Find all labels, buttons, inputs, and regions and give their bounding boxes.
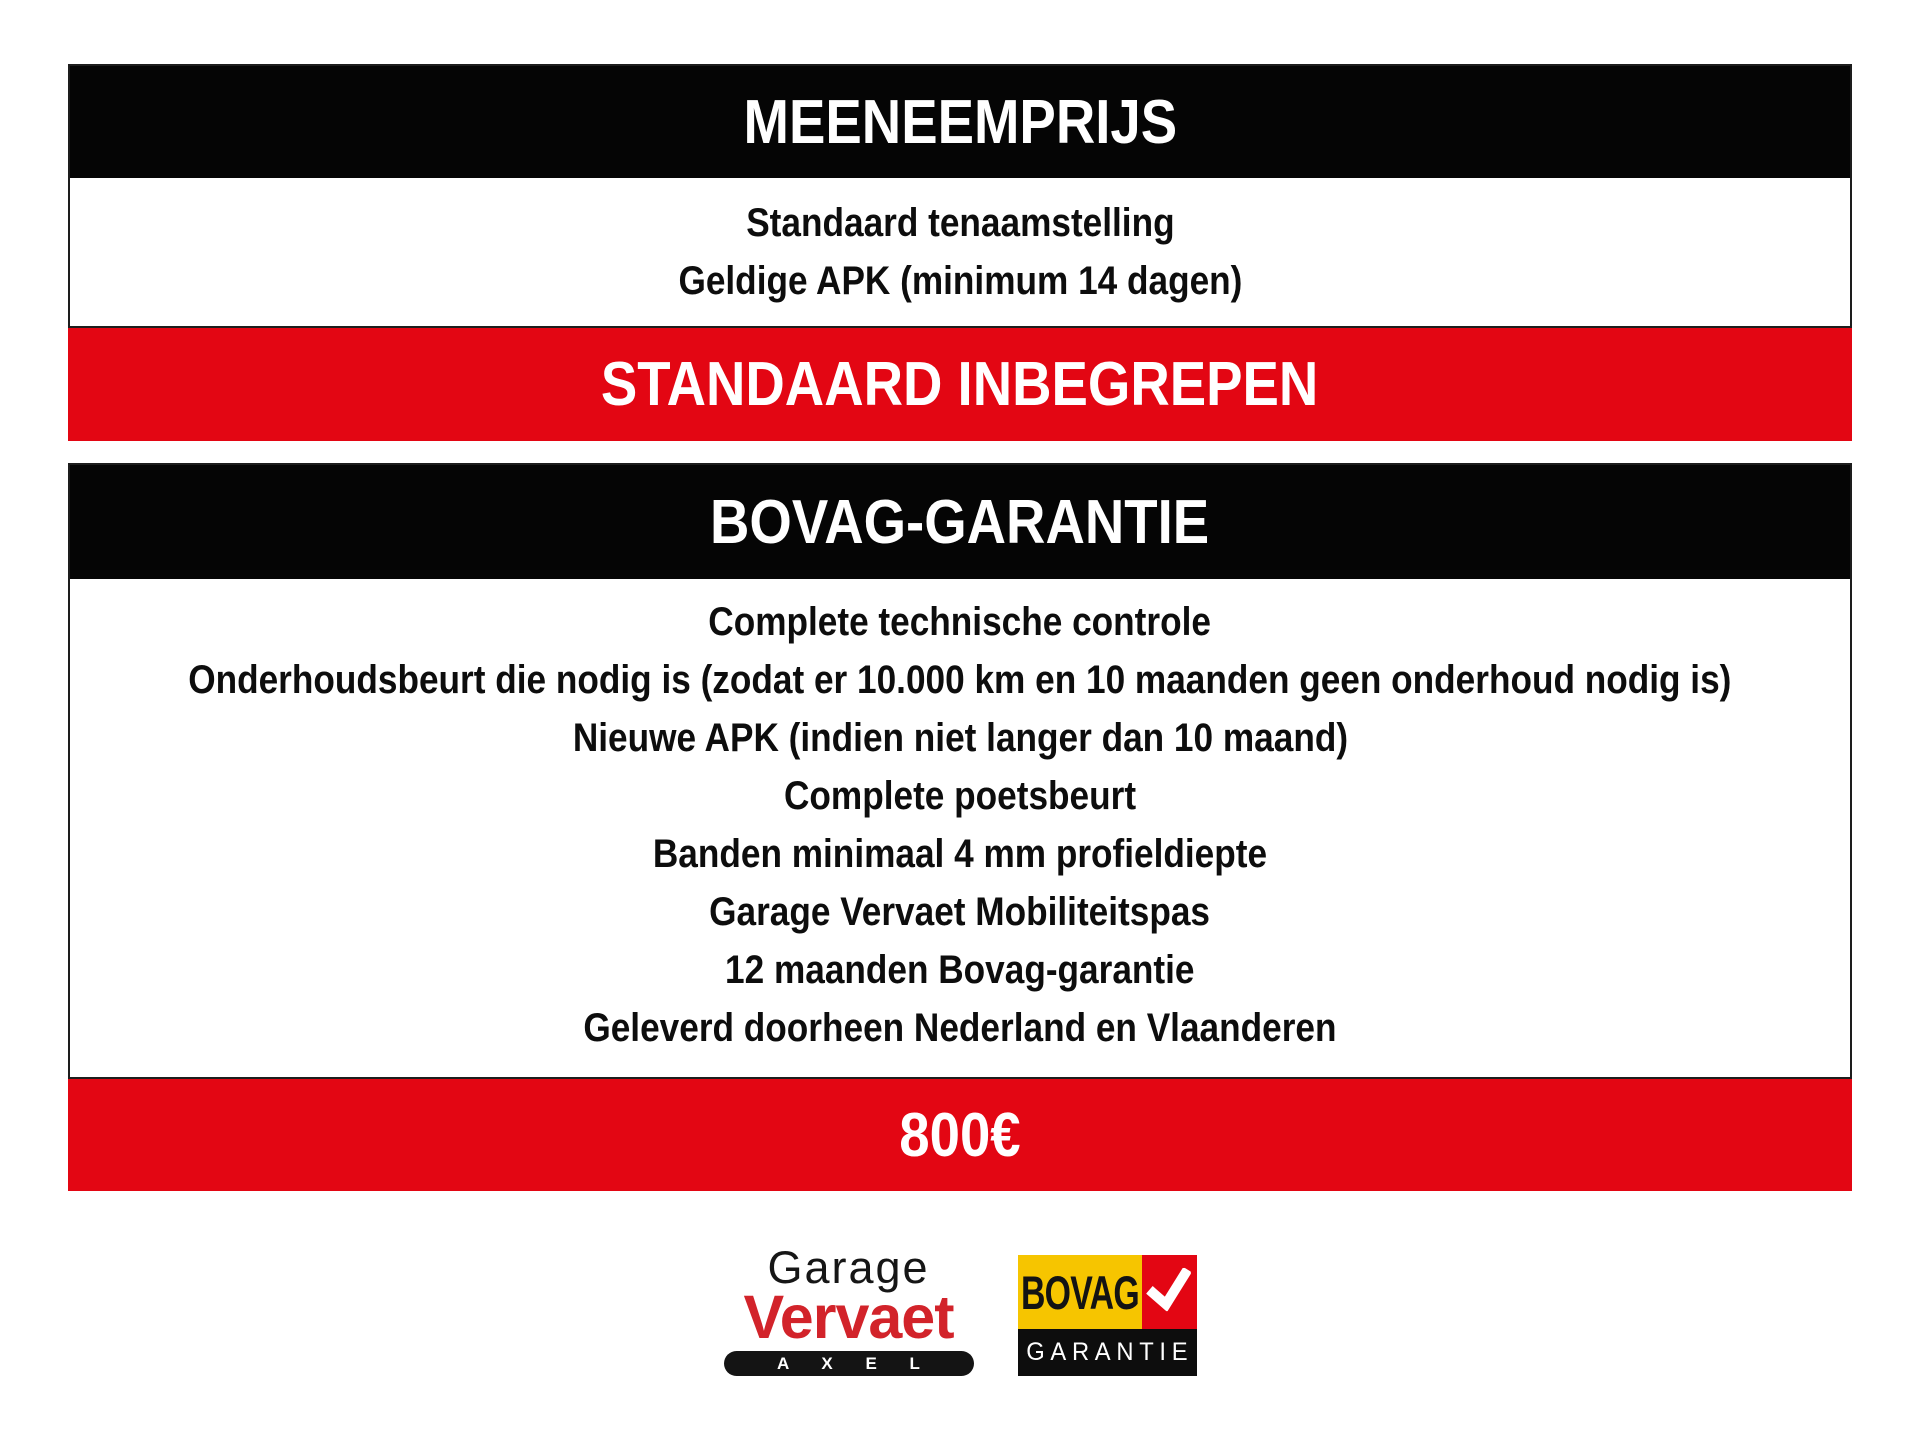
meeneemprijs-title: MEENEEMPRIJS — [743, 87, 1177, 157]
logo-row — [0, 1242, 1920, 1376]
section-divider — [68, 441, 1852, 463]
price-poster — [68, 64, 1852, 1191]
bovag-brand-text: BOVAG — [1020, 1265, 1139, 1319]
bovag-garantie-title: BOVAG-GARANTIE — [710, 487, 1210, 557]
meeneemprijs-card — [68, 64, 1852, 328]
bovag-garantie-body — [70, 579, 1850, 1077]
bovag-logo-garantie-bar — [1018, 1329, 1197, 1376]
list-item: Standaard tenaamstelling — [745, 201, 1175, 245]
bovag-garantie-header — [70, 465, 1850, 579]
standaard-inbegrepen-banner — [68, 328, 1852, 441]
bovag-logo-red-cell — [1142, 1255, 1197, 1329]
bovag-garantie-logo — [1018, 1255, 1197, 1376]
list-item: Nieuwe APK (indien niet langer dan 10 maand) — [572, 716, 1348, 760]
list-item: Complete technische controle — [708, 600, 1212, 644]
bovag-logo-top — [1018, 1255, 1197, 1329]
axel-badge: A X E L — [724, 1351, 974, 1376]
garage-logo-line2: Vervaet — [743, 1283, 954, 1351]
checkmark-icon — [1145, 1267, 1194, 1312]
list-item: 12 maanden Bovag-garantie — [725, 948, 1195, 992]
list-item: Banden minimaal 4 mm profieldiepte — [652, 832, 1268, 876]
standaard-inbegrepen-label: STANDAARD INBEGREPEN — [601, 350, 1319, 419]
price-label: 800€ — [899, 1100, 1021, 1170]
bovag-logo-yellow-cell — [1018, 1255, 1142, 1329]
garage-vervaet-logo — [724, 1242, 974, 1376]
garage-logo-line1: Garage — [767, 1242, 930, 1293]
list-item: Garage Vervaet Mobiliteitspas — [709, 890, 1211, 934]
meeneemprijs-header — [70, 66, 1850, 178]
list-item: Geleverd doorheen Nederland en Vlaanderen — [583, 1006, 1337, 1050]
bovag-garantie-text: GARANTIE — [1026, 1338, 1194, 1366]
list-item: Complete poetsbeurt — [783, 774, 1137, 818]
bovag-garantie-card — [68, 463, 1852, 1079]
price-banner — [68, 1079, 1852, 1191]
list-item: Geldige APK (minimum 14 dagen) — [678, 259, 1242, 303]
meeneemprijs-body — [70, 178, 1850, 326]
list-item: Onderhoudsbeurt die nodig is (zodat er 10.000 km en 10 maanden geen onderhoud nodig is) — [188, 658, 1732, 702]
